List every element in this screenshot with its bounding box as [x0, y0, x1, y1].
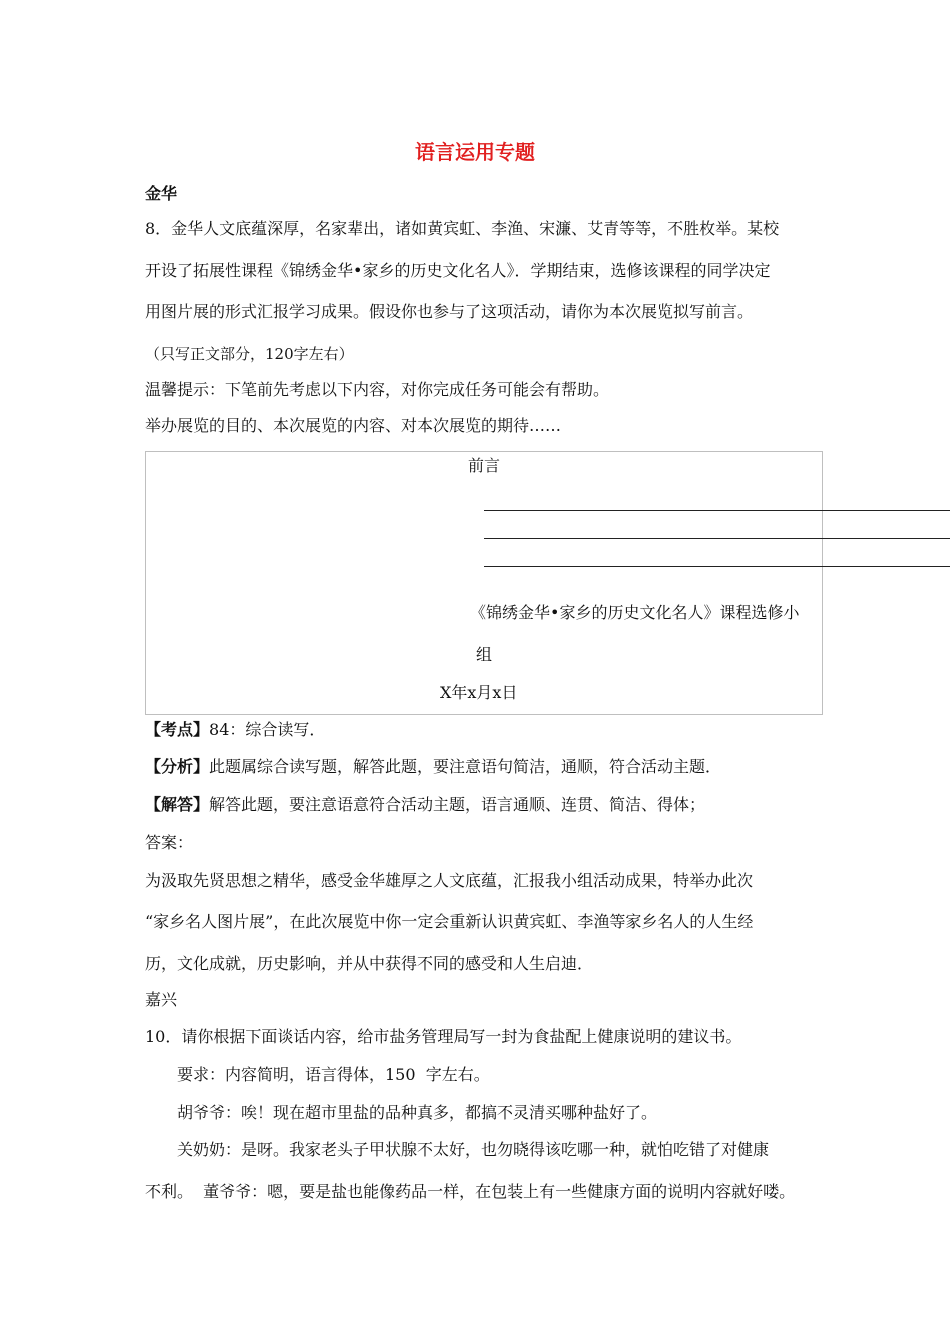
question-10: 10．请你根据下面谈话内容，给市盐务管理局写一封为食盐配上健康说明的建议书。: [145, 1027, 742, 1046]
writing-line-1: [484, 510, 950, 511]
content-hint: 举办展览的目的、本次展览的内容、对本次展览的期待……: [145, 416, 562, 435]
preface-signature-line-2: 组: [476, 645, 493, 664]
kaodian-tag: 【考点】: [145, 720, 210, 739]
question-10-requirement: 要求：内容简明，语言得体，150 字左右。: [177, 1065, 490, 1084]
jieda-line: [145, 795, 705, 815]
question-8-line-3: 用图片展的形式汇报学习成果。假设你也参与了这项活动，请你为本次展览拟写前言。: [145, 302, 754, 321]
answer-line-1: 为汲取先贤思想之精华，感受金华雄厚之人文底蕴，汇报我小组活动成果，特举办此次: [145, 871, 754, 890]
dialogue-line-2: 关奶奶：是呀。我家老头子甲状腺不太好，也勿晓得该吃哪一种，就怕吃错了对健康: [177, 1140, 770, 1159]
document-title: 语言运用专题: [415, 140, 535, 164]
preface-answer-box: [145, 451, 823, 715]
answer-line-3: 历，文化成就，历史影响，并从中获得不同的感受和人生启迪．: [145, 954, 594, 973]
kaodian-text: 84：综合读写．: [209, 720, 326, 739]
fenxi-text: 此题属综合读写题，解答此题，要注意语句简洁，通顺，符合活动主题．: [209, 757, 722, 776]
answer-label: 答案：: [145, 833, 194, 852]
kaodian-line: [145, 720, 325, 740]
writing-line-2: [484, 538, 950, 539]
preface-signature-line-1: 《锦绣金华•家乡的历史文化名人》课程选修小: [470, 603, 800, 622]
jieda-text: 解答此题，要注意语意符合活动主题，语言通顺、连贯、简洁、得体；: [209, 795, 706, 814]
fenxi-tag: 【分析】: [145, 757, 210, 776]
question-8-line-1: 8．金华人文底蕴深厚，名家辈出，诸如黄宾虹、李渔、宋濂、艾青等等，不胜枚举。某校: [145, 219, 780, 238]
fenxi-line: [145, 757, 721, 777]
answer-line-2: “家乡名人图片展”，在此次展览中你一定会重新认识黄宾虹、李渔等家乡名人的人生经: [145, 912, 754, 931]
question-8-line-2: 开设了拓展性课程《锦绣金华•家乡的历史文化名人》．学期结束，选修该课程的同学决定: [145, 261, 771, 280]
dialogue-line-3: 不利。 董爷爷：嗯，要是盐也能像药品一样，在包装上有一些健康方面的说明内容就好喽。: [145, 1182, 796, 1201]
jieda-tag: 【解答】: [145, 795, 210, 814]
dialogue-line-1: 胡爷爷：唉！现在超市里盐的品种真多，都搞不灵清买哪种盐好了。: [177, 1103, 658, 1122]
word-limit-note: （只写正文部分，120字左右）: [145, 345, 354, 363]
preface-date: X年x月x日: [440, 683, 518, 702]
warm-tip: 温馨提示：下笔前先考虑以下内容，对你完成任务可能会有帮助。: [145, 380, 610, 399]
region-heading-jinhua: 金华: [145, 184, 178, 203]
preface-heading: 前言: [468, 456, 501, 475]
writing-line-3: [484, 566, 950, 567]
region-heading-jiaxing: 嘉兴: [145, 990, 178, 1009]
